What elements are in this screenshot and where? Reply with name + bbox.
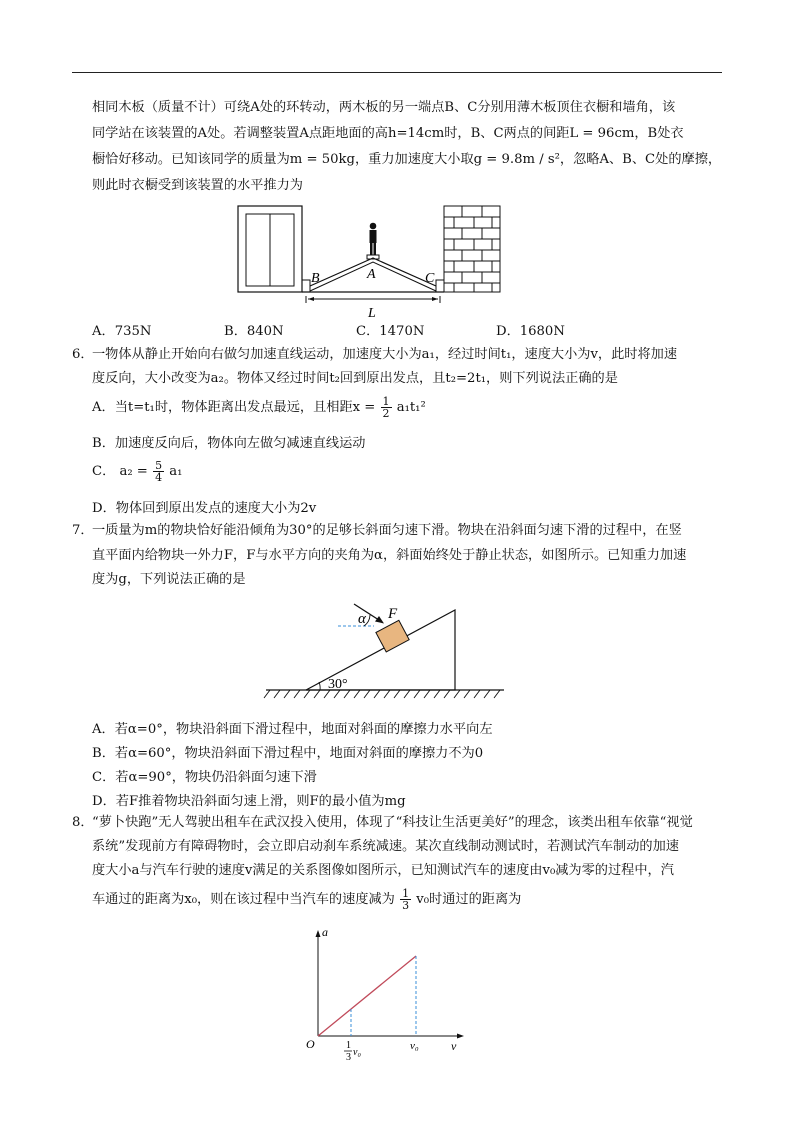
q7-stem-text1: 一质量为m的物块恰好能沿倾角为30°的足够长斜面匀速下滑。物块在沿斜面匀速下滑的过程中，在竖 bbox=[92, 523, 682, 538]
q6-number: 6． bbox=[72, 347, 94, 362]
q6-option-c-num: 5 bbox=[155, 459, 163, 472]
header-rule bbox=[72, 72, 722, 73]
q6-stem-line1 bbox=[72, 342, 708, 368]
q6-stem-line2: 度反向，大小改变为a₂。物体又经过时间t₂回到原出发点，且t₂=2t₁，则下列说法正确的是 bbox=[92, 371, 618, 386]
q5-text-line2: 同学站在该装置的A处。若调整装置A点距地面的高h=14cm时，B、C两点的间距L = 96cm，B处衣 bbox=[92, 126, 684, 141]
q7-option-a: A．若α=0°，物块沿斜面下滑过程中，地面对斜面的摩擦力水平向左 bbox=[92, 722, 493, 737]
q7-option-d: D．若F推着物块沿斜面匀速上滑，则F的最小值为mg bbox=[92, 794, 406, 809]
q5-label-A: A bbox=[367, 267, 376, 282]
q8-origin-label: O bbox=[306, 1037, 315, 1051]
q8-stem-text1: “萝卜快跑”无人驾驶出租车在武汉投入使用，体现了“科技让生活更美好”的理念，该类出租车依靠“视觉 bbox=[92, 815, 693, 830]
q8-number: 8． bbox=[72, 815, 94, 830]
q5-label-C: C bbox=[425, 271, 435, 286]
q5-option-a: A．735N bbox=[92, 324, 152, 339]
q8-axis-a-label: a bbox=[322, 925, 328, 939]
q8-stem-frac-num: 1 bbox=[402, 887, 410, 900]
q5-option-b: B．840N bbox=[224, 324, 284, 339]
q7-incline-figure bbox=[262, 598, 508, 704]
q8-stem-text4: 车通过的距离为x₀，则在该过程中当汽车的速度减为 bbox=[92, 892, 395, 907]
q5-label-L: L bbox=[368, 306, 376, 321]
q7-option-c: C．若α=90°，物块仍沿斜面匀速下滑 bbox=[92, 770, 317, 785]
q8-stem-line1 bbox=[72, 810, 708, 836]
q5-text-line3: 橱恰好移动。已知该同学的质量为m = 50kg，重力加速度大小取g = 9.8m / s²，忽略A、B、C处的摩擦， bbox=[92, 152, 722, 167]
q8-stem-fraction bbox=[400, 888, 411, 911]
q6-option-c-fraction bbox=[153, 460, 164, 483]
q5-text-line4: 则此时衣橱受到该装置的水平推力为 bbox=[92, 178, 303, 193]
q8-stem-line2: 系统”发现前方有障碍物时，会立即启动刹车系统减速。某次直线制动测试时，若测试汽车制动的加速 bbox=[92, 839, 679, 854]
q7-label-angle: 30° bbox=[328, 677, 348, 692]
q6-option-a bbox=[92, 396, 426, 419]
q6-option-a-tail: a₁t₁² bbox=[396, 400, 426, 415]
q6-option-c-text: C． a₂ = bbox=[92, 464, 148, 479]
q8-stem-frac-den: 3 bbox=[402, 899, 410, 912]
q6-option-b: B．加速度反向后，物体向左做匀减速直线运动 bbox=[92, 436, 366, 451]
q8-third-den: 3 bbox=[346, 1052, 351, 1063]
q6-option-a-num: 1 bbox=[382, 395, 390, 408]
q6-stem-text1: 一物体从静止开始向右做匀加速直线运动，加速度大小为a₁，经过时间t₁，速度大小为v，此时将加速 bbox=[92, 347, 678, 362]
q8-axis-v-label: v bbox=[451, 1039, 457, 1053]
q6-option-a-text: A．当t=t₁时，物体距离出发点最远，且相距x = bbox=[92, 400, 376, 415]
q8-stem-line3: 度大小a与汽车行驶的速度v满足的关系图像如图所示，已知测试汽车的速度由v₀减为零的过程中，汽 bbox=[92, 863, 674, 878]
q7-option-b: B．若α=60°，物块沿斜面下滑过程中，地面对斜面的摩擦力不为0 bbox=[92, 746, 484, 761]
q6-option-a-fraction bbox=[381, 396, 392, 419]
q8-third-num: 1 bbox=[346, 1040, 351, 1051]
q7-stem-line3: 度为g，下列说法正确的是 bbox=[92, 572, 246, 587]
q7-number: 7． bbox=[72, 523, 94, 538]
q5-wardrobe-figure bbox=[232, 200, 504, 322]
q5-label-B: B bbox=[311, 271, 320, 286]
q8-stem-line4 bbox=[92, 888, 521, 911]
q8-stem-tail: v₀时通过的距离为 bbox=[416, 892, 522, 907]
q7-stem-line2: 直平面内给物块一外力F，F与水平方向的夹角为α，斜面始终处于静止状态，如图所示。已知重力加速 bbox=[92, 548, 687, 563]
q7-stem-line1 bbox=[72, 518, 708, 544]
q6-option-d: D．物体回到原出发点的速度大小为2v bbox=[92, 501, 317, 516]
q7-label-alpha: α bbox=[358, 611, 366, 627]
q6-option-a-den: 2 bbox=[382, 407, 390, 420]
q8-third-v0: v₀ bbox=[353, 1047, 361, 1058]
q7-label-F: F bbox=[388, 606, 398, 622]
q6-option-c-den: 4 bbox=[155, 471, 163, 484]
q6-option-c bbox=[92, 460, 182, 483]
q5-option-d: D．1680N bbox=[496, 324, 565, 339]
q6-option-c-tail: a₁ bbox=[169, 464, 183, 479]
q5-option-c: C．1470N bbox=[356, 324, 425, 339]
q8-v0-label: v₀ bbox=[410, 1040, 419, 1052]
q8-a-v-graph bbox=[300, 924, 472, 1064]
q5-text-line1: 相同木板（质量不计）可绕A处的环转动，两木板的另一端点B、C分别用薄木板顶住衣橱和墙角，该 bbox=[92, 100, 676, 115]
